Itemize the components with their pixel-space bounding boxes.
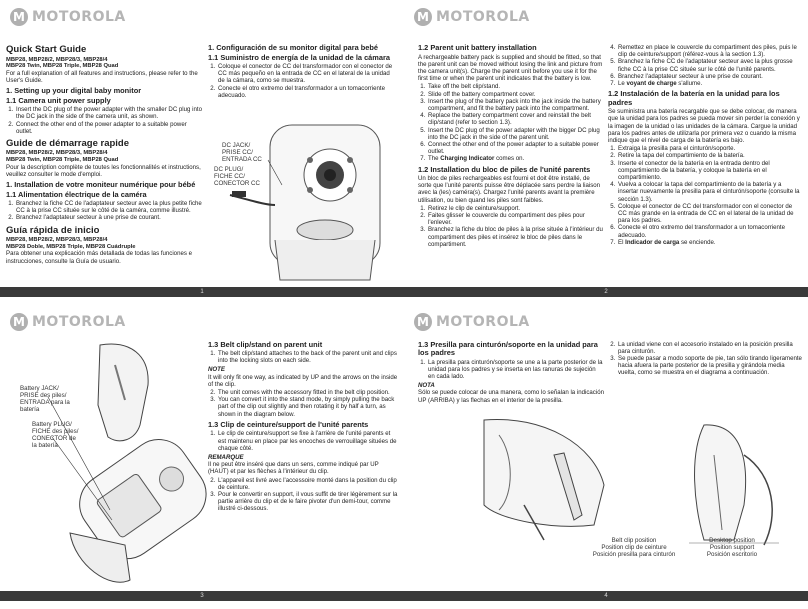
page-number: 4 xyxy=(604,593,608,599)
list-item: 1. Le clip de ceinture/support se fixe à l'arrière de l'unité parents et est maintenu en place par les encoches de verrouillage situées de chaque côté. xyxy=(217,430,398,452)
label-dc-jack: DC JACK/ PRISE CC/ ENTRADA CC xyxy=(222,142,262,164)
page-2 xyxy=(404,0,808,305)
list-item: 4. Remettez en place le couvercle du compartiment des piles, puis le clip de ceinture/support (référez-vous à la section 1.3). xyxy=(617,44,802,58)
list-item: 2. Retire la tapa del compartimiento de la batería. xyxy=(617,152,802,159)
models-en-2: MBP28 Twin, MBP28 Triple, MBP28 Quad xyxy=(6,63,119,70)
list-item: 1. Insert the DC plug of the power adapter with the smaller DC plug into the DC jack in the side of the camera unit, as shown. xyxy=(15,106,202,120)
brand-name: MOTOROLA xyxy=(436,313,530,330)
list-item: 1. Take off the belt clip/stand. xyxy=(427,83,604,90)
page-footer xyxy=(0,287,404,297)
list-item: 6. Connect the other end of the power adapter to a suitable power outlet. xyxy=(427,141,604,155)
fr12-list-cont xyxy=(608,44,802,87)
s13-list-b xyxy=(208,389,398,418)
list-item: 3. Pour le convertir en support, il vous suffit de tirer légèrement sur la partie arrière du clip et de le faire pivoter d'un demi-tour, comme illustré ci-dessous. xyxy=(217,491,398,513)
caption-desktop: Desktop position Position support Posición escritorio xyxy=(706,536,758,558)
section-1-title: 1. Setting up your digital baby monitor xyxy=(6,86,142,96)
list-item: 2. Slide off the battery compartment cover. xyxy=(427,91,604,98)
clip-positions-illustration xyxy=(404,305,808,609)
guide-fr-title: Guide de démarrage rapide xyxy=(6,137,130,149)
fr13-list xyxy=(208,430,398,452)
list-item: 6. Conecte el otro extremo del transformador a un tomacorriente adecuado. xyxy=(617,224,802,238)
s13-list xyxy=(208,350,398,364)
list-item: 1. The belt clip/stand attaches to the back of the parent unit and clips into the locking slots on each side. xyxy=(217,350,398,364)
page-1 xyxy=(0,0,404,305)
list-item: 4. Vuelva a colocar la tapa del compartimiento de la batería y a insertar nuevamente la presilla para el cinturón/soporte (consulte la sección 1.3). xyxy=(617,181,802,203)
list-item: 3. You can convert it into the stand mode, by simply pulling the back part of the clip out slightly and then rotating it by half a turn, as shown in the diagram below. xyxy=(217,396,398,418)
label-battery-plug: Battery PLUG/ FICHE des piles/ CONECTOR de la batería xyxy=(32,420,79,450)
intro-es: Para obtener una explicación más detallada de todas las funciones e instrucciones, consulte la Guía de usuario. xyxy=(6,250,192,265)
brand-name: MOTOROLA xyxy=(436,9,530,25)
page-number: 1 xyxy=(200,288,204,295)
section-1-3-title: 1.3 Belt clip/stand on parent unit xyxy=(208,339,323,349)
fr-section-1-1-title: 1.1 Alimentation électrique de la caméra xyxy=(6,189,147,199)
label-dc-plug: DC PLUG/ FICHE CC/ CONECTOR CC xyxy=(214,166,260,188)
page-footer xyxy=(0,591,404,601)
list-item: 3. Insert the plug of the battery pack into the jack inside the battery compartment, and fit the battery pack into the compartment. xyxy=(427,98,604,112)
list-item: 3. Branchez la fiche du bloc de piles à la prise située à l'intérieur du compartiment des piles et insérez le bloc de piles dans le compartiment. xyxy=(427,226,604,248)
caption-belt-clip: Belt clip position Position clip de ceinture Posición presilla para cinturón xyxy=(592,536,676,558)
list-item: 1. Extraiga la presilla para el cinturón/soporte. xyxy=(617,145,802,152)
s12-list xyxy=(418,83,604,162)
list-item: 5. Coloque el conector de CC del transformador con el conector de CC más grande en la entrada de CC en el lateral de la unidad de para los padres. xyxy=(617,203,802,225)
nota-label: NOTA xyxy=(418,382,435,390)
qsg-title: Quick Start Guide xyxy=(6,44,87,55)
page-3 xyxy=(0,305,404,609)
fr-section-1-2-title: 1.2 Installation du bloc de piles de l'unité parents xyxy=(418,164,591,174)
brand-name: MOTOROLA xyxy=(32,313,126,330)
list-item: 5. Insert the DC plug of the power adapter with the bigger DC plug into the DC jack in the side of the parent unit. xyxy=(427,127,604,141)
list-item: 5. Branchez la fiche CC de l'adaptateur secteur avec la plus grosse fiche CC à la prise CC située sur le côté de l'unité parents. xyxy=(617,58,802,72)
motorola-batwing-icon xyxy=(414,8,432,26)
fr12-list xyxy=(418,205,604,248)
page2-left-column xyxy=(418,44,604,248)
es12-intro: Se suministra una batería recargable que se debe colocar, de manera que la unidad para los padres se pueda mover sin perder la conexión y la imagen de la unidad o las unidades de la cámara. Cargue la unidad para los padres antes de utilizarla por primera vez o cuando la misma indique que el nivel de carga de la batería es bajo. xyxy=(608,108,800,145)
es-section-1-3-title: 1.3 Presilla para cinturón/soporte en la unidad para los padres xyxy=(418,339,598,357)
charging-indicator-term: Charging Indicator xyxy=(440,155,495,163)
indicador-de-carga-term: Indicador de carga xyxy=(625,238,680,246)
page-footer xyxy=(404,287,808,297)
note-text: It will only fit one way, as indicated by UP and the arrows on the inside of the clip. xyxy=(208,373,398,388)
fr13-list-b xyxy=(208,477,398,513)
list-item: 1. La presilla para cinturón/soporte se une a la parte posterior de la unidad para los padres y se inserta en las ranuras de sujeción en cada lado. xyxy=(427,359,604,381)
fr-section-1-title: 1. Installation de votre moniteur numérique pour bébé xyxy=(6,180,196,189)
list-item: 2. Faites glisser le couvercle du compartiment des piles pour l'enlever. xyxy=(427,212,604,226)
page-footer xyxy=(404,591,808,601)
page3-right-column xyxy=(208,341,398,513)
es-section-1-2-title: 1.2 Instalación de la batería en la unidad para los padres xyxy=(608,89,780,107)
intro-fr: Pour la description complète de toutes les fonctionnalités et instructions, veuillez consulter le mode d'emploi. xyxy=(6,163,201,178)
page-4 xyxy=(404,305,808,609)
list-item: 7. Le voyant de charge s'allume. xyxy=(617,80,802,87)
fr-section-1-3-title: 1.3 Clip de ceinture/support de l'unité parents xyxy=(208,419,369,429)
models-fr-2: MBP28 Twin, MBP28 Triple, MBP28 Quad xyxy=(6,157,119,163)
list-item: 6. Branchez l'adaptateur secteur à une prise de courant. xyxy=(617,73,802,80)
list-item: 2. The unit comes with the accessory fitted in the belt clip position. xyxy=(217,389,398,396)
list-item: 7. El Indicador de carga se enciende. xyxy=(617,239,802,246)
list-item: 1. Branchez la fiche CC de l'adaptateur secteur avec la plus petite fiche CC à la prise CC située sur le côté de la caméra, comme illustré. xyxy=(15,200,202,214)
list-item: 2. Conecte el otro extremo del transformador a un tomacorriente adecuado. xyxy=(217,85,398,99)
es12-list xyxy=(608,145,802,246)
fr12-intro: Un bloc de piles rechargeables est fourni et doit être installé, de sorte que l'unité parents puisse être déplacée sans perdre la liaison avec la (les) caméra(s). Chargez l'unité parents avant la première utilisation, ou bien quand les piles sont faibles. xyxy=(418,175,601,204)
list-item: 4. Replace the battery compartment cover and reinstall the belt clip/stand (refer to section 1.3). xyxy=(427,112,604,126)
page-number: 3 xyxy=(200,593,204,599)
section-1-2-title: 1.2 Parent unit battery installation xyxy=(418,43,537,52)
motorola-logo xyxy=(414,8,530,26)
voyant-de-charge-term: voyant de charge xyxy=(626,80,677,88)
note-label: NOTE xyxy=(208,366,225,374)
nota-text: Sólo se puede colocar de una manera, como lo señalan la indicación UP (ARRIBA) y las flechas en el interior de la presilla. xyxy=(418,389,604,404)
models-fr-1: MBP28, MBP28/2, MBP28/3, MBP28/4 xyxy=(6,150,108,157)
models-es-2: MBP28 Doble, MBP28 Triple, MBP28 Cuádruple xyxy=(6,243,136,250)
brand-name: MOTOROLA xyxy=(32,9,126,25)
remarque-text: Il ne peut être inséré que dans un sens, comme indiqué par UP (HAUT) et par les flèches à l'intérieur du clip. xyxy=(208,461,379,476)
list-item: 1. Coloque el conector de CC del transformador con el conector de CC más pequeño en la entrada de CC en el lateral de la unidad de la cámara, como se muestra. xyxy=(217,63,398,85)
list-item: 1. Retirez le clip de ceinture/support. xyxy=(427,205,604,212)
list-item: 3. Se puede pasar a modo soporte de pie, tan sólo tirando ligeramente hacia afuera la parte posterior de la presilla y girándola media vuelta, como se muestra en el diagrama a continuación. xyxy=(617,355,802,377)
models-en-1: MBP28, MBP28/2, MBP28/3, MBP28/4 xyxy=(6,56,108,63)
label-battery-jack: Battery JACK/ PRISE des piles/ ENTRADA para la batería xyxy=(20,384,70,414)
remarque-label: REMARQUE xyxy=(208,453,244,461)
list-item: 2. Branchez l'adaptateur secteur à une prise de courant. xyxy=(15,214,202,221)
camera-illustration xyxy=(0,0,404,304)
list-item: 2. L'appareil est livré avec l'accessoire monté dans la position du clip de ceinture. xyxy=(217,477,398,491)
list-item: 2. Connect the other end of the power adapter to a suitable power outlet. xyxy=(15,121,202,135)
models-es-1: MBP28, MBP28/2, MBP28/3, MBP28/4 xyxy=(6,237,108,244)
es-section-1-title: 1. Configuración de su monitor digital para bebé xyxy=(208,43,379,52)
es-section-1-1-title: 1.1 Suministro de energía de la unidad de la cámara xyxy=(208,52,390,62)
intro-en: For a full explanation of all features and instructions, please refer to the User's Guide. xyxy=(6,69,198,84)
list-item: 7. The Charging Indicator comes on. xyxy=(427,155,604,162)
list-item: 2. La unidad viene con el accesorio instalado en la posición presilla para cinturón. xyxy=(617,341,802,355)
s12-intro: A rechargeable battery pack is supplied and should be fitted, so that the parent unit can be moved without losing the link and picture from the camera unit(s). Charge the parent unit before you use it for the first time or when the parent unit indicates that the battery is low. xyxy=(418,53,603,83)
guia-es-title: Guía rápida de inicio xyxy=(6,224,100,236)
page-number: 2 xyxy=(604,288,608,295)
page2-right-column xyxy=(608,44,802,246)
list-item: 3. Inserte el conector de la batería en la entrada dentro del compartimiento de la batería, y coloque la batería en el compartimiento. xyxy=(617,160,802,182)
section-1-1-title: 1.1 Camera unit power supply xyxy=(6,95,111,105)
